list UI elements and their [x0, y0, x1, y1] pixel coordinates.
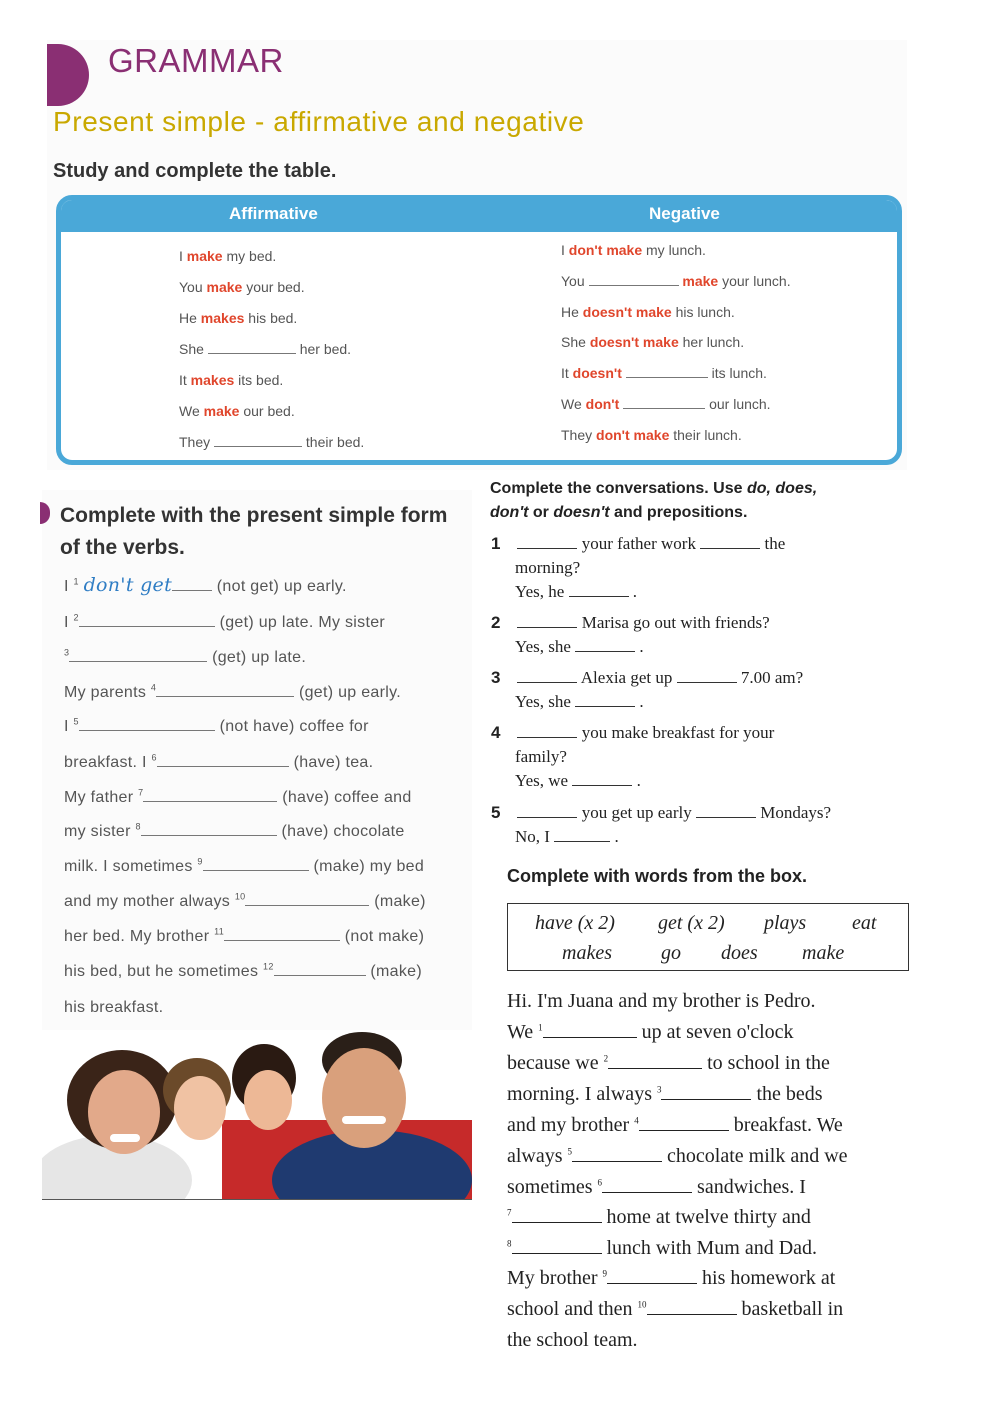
answer-blank[interactable]: [156, 682, 294, 697]
answer-blank[interactable]: [512, 1206, 602, 1223]
table-instruction: Study and complete the table.: [53, 160, 337, 182]
page-title: GRAMMAR: [108, 42, 284, 79]
answer-blank[interactable]: [543, 1021, 637, 1038]
row-subject: We: [179, 403, 204, 419]
conversation-4-line-2: family?: [515, 747, 567, 766]
answer-blank[interactable]: [517, 613, 577, 628]
row-subject: She: [179, 341, 204, 357]
row-object: her lunch.: [678, 334, 745, 350]
answer-blank[interactable]: [214, 434, 302, 447]
left-exercise-instruction: Complete with the present simple form of the verbs.: [60, 504, 448, 559]
left-line-4: My parents $^4$ (get) up early.: [64, 682, 401, 701]
row-object: his lunch.: [671, 304, 735, 320]
table-row-neg-5: [561, 365, 767, 381]
box-word: have (x 2): [535, 912, 615, 934]
conversation-5-reply: No, I .: [515, 827, 619, 846]
answer-blank[interactable]: [79, 612, 215, 627]
answer-blank[interactable]: [589, 273, 679, 286]
row-subject: You: [179, 279, 207, 295]
answer-blank[interactable]: [626, 365, 708, 378]
answer-blank[interactable]: [602, 1176, 692, 1193]
row-subject: She: [561, 334, 590, 350]
row-object: your bed.: [242, 279, 305, 295]
left-line-13: his breakfast.: [64, 999, 164, 1016]
conversation-1-reply: Yes, he .: [515, 582, 638, 601]
row-object: its lunch.: [711, 365, 767, 381]
conversation-2-reply: Yes, she .: [515, 637, 644, 656]
table-row-aff-2: [179, 279, 305, 295]
conversations-instruction: Complete the conversations. Use do, does, don't or doesn't and prepositions.: [490, 480, 818, 521]
box-exercise-instruction: Complete with words from the box.: [507, 866, 808, 886]
row-verb: make: [206, 279, 243, 295]
passage-line-2: We $^1$ up at seven o'clock: [507, 1021, 794, 1043]
passage-line-11: school and then $^{10}$ basketball in: [507, 1298, 844, 1320]
row-verb: don't make: [568, 242, 643, 258]
conversation-4: 4 you make breakfast for your: [491, 723, 775, 742]
answer-blank[interactable]: [208, 341, 296, 354]
answer-blank[interactable]: [700, 534, 760, 549]
answer-blank[interactable]: [172, 576, 212, 591]
passage-line-3: because we $^2$ to school in the: [507, 1052, 830, 1074]
row-subject: You: [561, 273, 585, 289]
answer-blank[interactable]: [554, 827, 610, 842]
row-subject: They: [179, 434, 211, 450]
answer-blank[interactable]: [608, 1052, 702, 1069]
answer-blank[interactable]: [572, 1145, 662, 1162]
table-row-neg-7: [561, 427, 742, 443]
table-row-neg-1: [561, 242, 706, 258]
passage-line-9: $^8$ lunch with Mum and Dad.: [507, 1237, 818, 1259]
row-verb: make: [203, 403, 240, 419]
table-row-aff-5: [179, 372, 283, 388]
row-object: their lunch.: [669, 427, 742, 443]
row-subject: I: [561, 242, 569, 258]
answer-blank[interactable]: [79, 716, 215, 731]
conversation-1: 1 your father work the: [491, 534, 786, 553]
table-row-aff-7: [179, 434, 364, 450]
row-object: our lunch.: [709, 396, 771, 412]
conversation-4-reply: Yes, we .: [515, 771, 641, 790]
answer-blank[interactable]: [661, 1083, 751, 1100]
box-word: make: [802, 942, 845, 964]
row-object: our bed.: [239, 403, 295, 419]
box-word: go: [661, 942, 681, 964]
answer-blank[interactable]: [647, 1298, 737, 1315]
passage-line-8: $^7$ home at twelve thirty and: [507, 1206, 811, 1228]
passage-line-10: My brother $^9$ his homework at: [507, 1267, 836, 1289]
row-object: my lunch.: [642, 242, 706, 258]
negative-heading: Negative: [649, 204, 720, 223]
family-photo: [42, 1030, 472, 1200]
row-verb: don't make: [596, 427, 670, 443]
row-object: its bed.: [234, 372, 284, 388]
answer-blank[interactable]: [607, 1267, 697, 1284]
answer-blank[interactable]: [517, 534, 577, 549]
answer-blank[interactable]: [517, 668, 577, 683]
left-line-10: and my mother always $^{10}$ (make): [64, 891, 426, 910]
row-object: my bed.: [222, 248, 277, 264]
left-line-11: her bed. My brother $^{11}$ (not make): [64, 926, 425, 945]
left-line-12: his bed, but he sometimes $^{12}$ (make): [64, 961, 422, 980]
conversation-2: 2 Marisa go out with friends?: [491, 613, 770, 632]
row-verb: make: [186, 248, 223, 264]
answer-blank[interactable]: [517, 723, 577, 738]
table-row-neg-6: [561, 396, 771, 412]
row-subject: I: [179, 248, 187, 264]
row-subject: He: [561, 304, 583, 320]
answer-blank[interactable]: [157, 752, 289, 767]
answer-blank[interactable]: [141, 821, 277, 836]
conversation-1-line-2: morning?: [515, 558, 581, 577]
answer-blank[interactable]: [245, 891, 369, 906]
box-word: does: [721, 942, 758, 964]
answer-blank[interactable]: [203, 856, 309, 871]
conversation-5: 5 you get up early Mondays?: [491, 803, 832, 822]
answer-blank[interactable]: [569, 582, 629, 597]
row-subject: He: [179, 310, 201, 326]
answer-blank[interactable]: [143, 787, 277, 802]
row-verb: doesn't make: [582, 304, 672, 320]
row-verb: doesn't make: [589, 334, 679, 350]
box-word: makes: [562, 942, 612, 964]
row-verb: doesn't: [572, 365, 622, 381]
table-header: [61, 200, 897, 232]
row-verb: makes: [190, 372, 235, 388]
table-row-aff-1: [179, 248, 276, 264]
answer-blank[interactable]: [677, 668, 737, 683]
affirmative-heading: Affirmative: [229, 204, 318, 223]
left-line-8: my sister $^8$ (have) chocolate: [64, 821, 405, 840]
row-verb: make: [682, 273, 719, 289]
conjugation-table: [56, 195, 902, 465]
table-row-neg-4: [561, 334, 744, 350]
passage-line-6: always $^5$ chocolate milk and we: [507, 1145, 848, 1167]
row-object: his bed.: [244, 310, 298, 326]
left-line-1: I $^1$ don't get (not get) up early.: [64, 574, 347, 596]
table-row-aff-3: [179, 310, 297, 326]
left-line-7: My father $^7$ (have) coffee and: [64, 787, 412, 806]
row-subject: It: [561, 365, 573, 381]
passage-line-1: Hi. I'm Juana and my brother is Pedro.: [507, 990, 816, 1012]
answer-blank[interactable]: [575, 637, 635, 652]
box-word: get (x 2): [658, 912, 725, 934]
answer-blank[interactable]: [623, 396, 705, 409]
box-word: plays: [764, 912, 807, 934]
row-object: her bed.: [299, 341, 352, 357]
answer-blank[interactable]: [572, 771, 632, 786]
row-verb: makes: [200, 310, 245, 326]
box-word: eat: [852, 912, 877, 934]
left-line-3: $^3$ (get) up late.: [64, 647, 307, 666]
table-row-neg-2: [561, 273, 791, 289]
answer-blank[interactable]: [575, 692, 635, 707]
row-object: your lunch.: [718, 273, 791, 289]
answer-blank[interactable]: [274, 961, 366, 976]
left-line-2: I $^2$ (get) up late. My sister: [64, 612, 386, 631]
passage-line-7: sometimes $^6$ sandwiches. I: [507, 1176, 806, 1198]
left-line-5: I $^5$ (not have) coffee for: [64, 716, 369, 735]
table-row-neg-3: [561, 304, 735, 320]
conversation-3-reply: Yes, she .: [515, 692, 644, 711]
photo-bottom-rule: [42, 1199, 472, 1200]
row-subject: They: [561, 427, 597, 443]
handwritten-answer[interactable]: don't get: [83, 574, 173, 596]
left-line-6: breakfast. I $^6$ (have) tea.: [64, 752, 374, 771]
answer-blank[interactable]: [512, 1237, 602, 1254]
word-box: [507, 903, 909, 971]
row-verb: don't: [585, 396, 620, 412]
answer-blank[interactable]: [224, 926, 340, 941]
answer-blank[interactable]: [69, 647, 207, 662]
passage-line-4: morning. I always $^3$ the beds: [507, 1083, 823, 1105]
answer-blank[interactable]: [517, 803, 577, 818]
row-subject: We: [561, 396, 586, 412]
answer-blank[interactable]: [639, 1114, 729, 1131]
conversation-3: 3 Alexia get up 7.00 am?: [491, 668, 804, 687]
row-object: their bed.: [305, 434, 365, 450]
table-row-aff-6: [179, 403, 295, 419]
passage-line-5: and my brother $^4$ breakfast. We: [507, 1114, 843, 1136]
row-subject: It: [179, 372, 191, 388]
left-line-9: milk. I sometimes $^9$ (make) my bed: [64, 856, 425, 875]
section-subtitle: Present simple - affirmative and negative: [53, 106, 585, 137]
answer-blank[interactable]: [696, 803, 756, 818]
table-row-aff-4: [179, 341, 351, 357]
passage-line-12: the school team.: [507, 1329, 638, 1351]
